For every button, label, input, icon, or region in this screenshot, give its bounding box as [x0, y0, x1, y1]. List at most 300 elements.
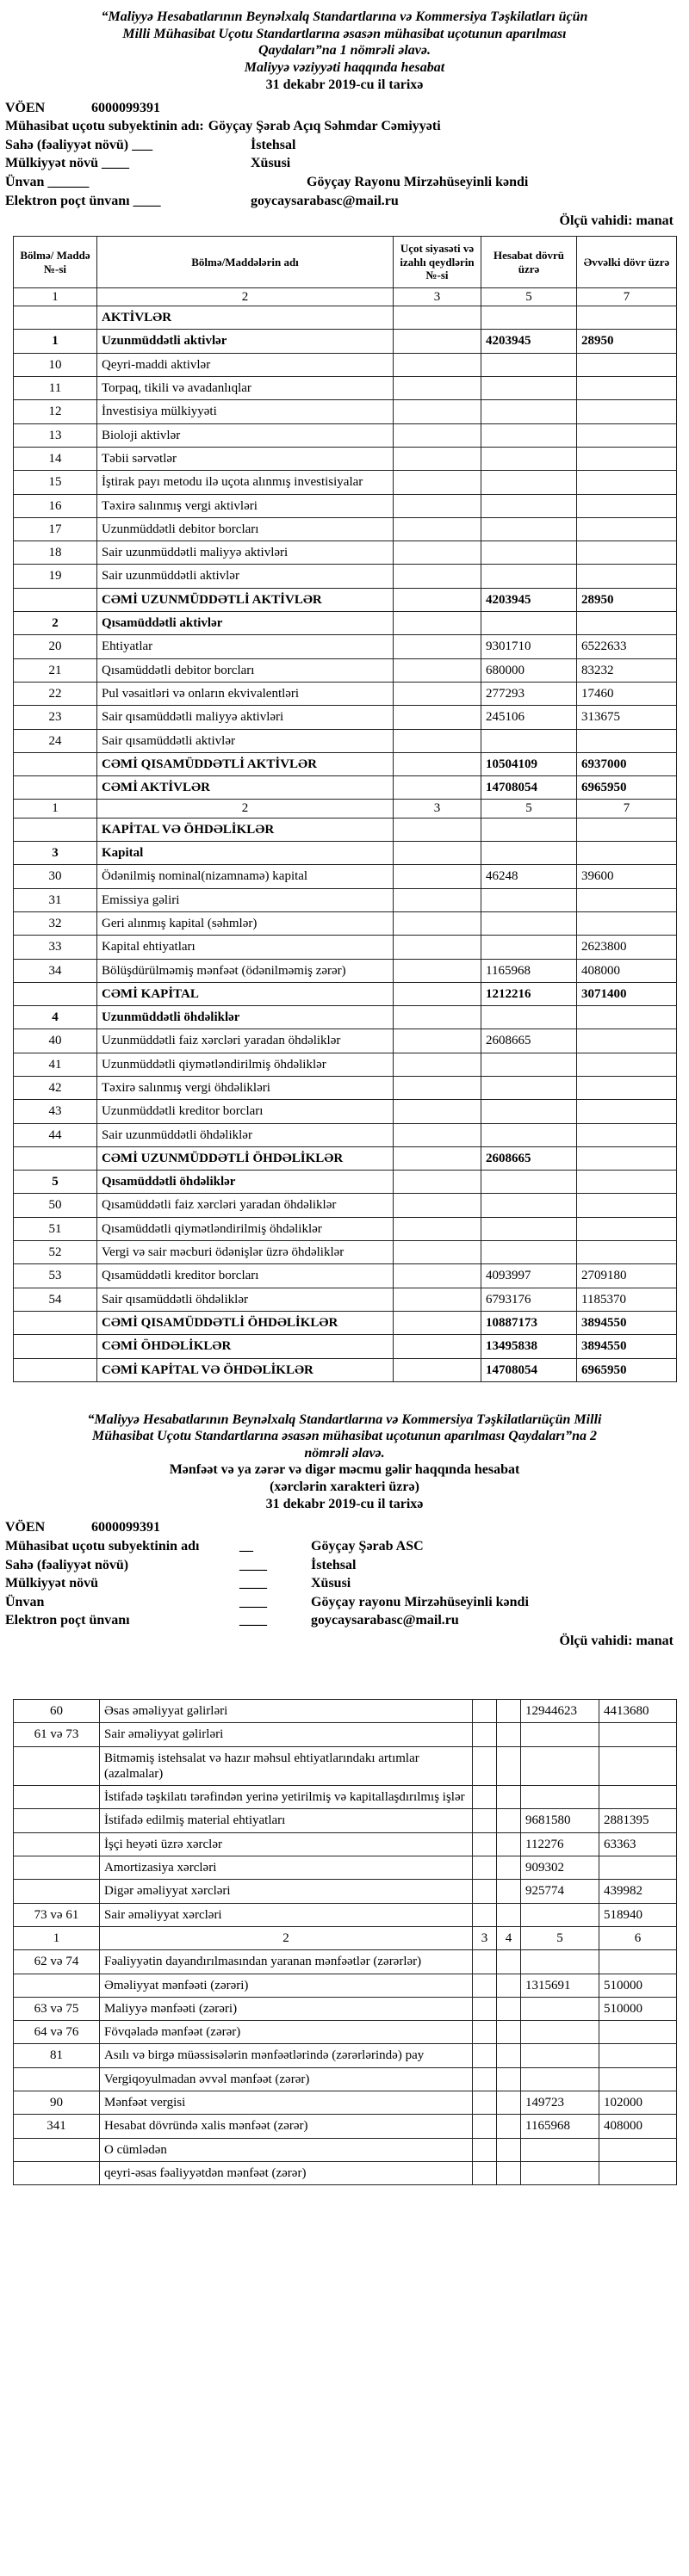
table-row	[14, 729, 677, 752]
code-cell: 73 və 61	[14, 1903, 100, 1926]
label-cell: Ehtiyatlar	[97, 635, 394, 658]
value-cell	[481, 517, 577, 541]
code-cell: 11	[14, 377, 97, 400]
table-header	[14, 237, 677, 288]
code-cell: 60	[14, 1699, 100, 1722]
value-cell: 1185370	[577, 1288, 677, 1311]
value-cell	[577, 565, 677, 588]
value-cell	[521, 2021, 599, 2044]
value-cell	[577, 447, 677, 470]
code-cell: 32	[14, 911, 97, 935]
value-cell	[481, 447, 577, 470]
value-cell: 7	[577, 800, 677, 818]
value-cell: 245106	[481, 706, 577, 729]
value-cell	[481, 888, 577, 911]
label-cell: Ödənilmiş nominal(nizamnamə) kapital	[97, 865, 394, 888]
value-cell	[473, 1699, 497, 1722]
value-cell	[497, 2091, 521, 2115]
value-cell	[577, 306, 677, 330]
value-cell	[394, 682, 481, 705]
value-cell	[481, 818, 577, 841]
value-cell	[577, 377, 677, 400]
value-cell	[394, 936, 481, 959]
value-cell	[577, 471, 677, 494]
code-cell: 19	[14, 565, 97, 588]
table-row	[14, 1006, 677, 1029]
value-cell: 2709180	[577, 1264, 677, 1288]
value-cell	[599, 2044, 677, 2067]
value-cell	[394, 494, 481, 517]
value-cell	[481, 1194, 577, 1217]
label-cell: Uzunmüddətli debitor borcları	[97, 517, 394, 541]
table-row	[14, 1746, 677, 1786]
value-cell	[577, 494, 677, 517]
value-cell: 6965950	[577, 776, 677, 800]
value-cell	[394, 752, 481, 775]
value-cell	[577, 541, 677, 565]
code-cell	[14, 1880, 100, 1903]
value-cell	[394, 447, 481, 470]
table-row	[14, 1053, 677, 1076]
table-row	[14, 377, 677, 400]
code-cell: 18	[14, 541, 97, 565]
table-body	[14, 287, 677, 1381]
value-cell	[394, 1217, 481, 1240]
income-statement-table	[13, 1699, 677, 2185]
value-cell	[497, 1950, 521, 1974]
info-separator: ____	[239, 1557, 267, 1572]
value-cell: 13495838	[481, 1335, 577, 1358]
value-cell: 6793176	[481, 1288, 577, 1311]
value-cell: 28950	[577, 588, 677, 611]
value-cell	[394, 1146, 481, 1170]
label-cell: Kapital	[97, 842, 394, 865]
value-cell	[481, 729, 577, 752]
label-cell: İstifadə təşkilatı tərəfindən yerinə yetirilmiş və kapitallaşdırılmış işlər	[100, 1786, 473, 1809]
info-separator: ____	[239, 1613, 267, 1628]
table-row	[14, 800, 677, 818]
value-cell: 408000	[577, 959, 677, 982]
col-header-code: Bölmə/ Maddə №-si	[14, 237, 97, 288]
value-cell	[577, 729, 677, 752]
table-row	[14, 1076, 677, 1099]
info-label: Mühasibat uçotu subyektinin adı:	[5, 119, 204, 134]
value-cell	[521, 1786, 599, 1809]
value-cell	[577, 1171, 677, 1194]
entity-info-block	[5, 99, 689, 211]
value-cell	[481, 612, 577, 635]
value-cell	[497, 1832, 521, 1856]
table-row	[14, 2138, 677, 2161]
value-cell	[394, 635, 481, 658]
code-cell: 44	[14, 1123, 97, 1146]
value-cell	[394, 353, 481, 376]
code-cell: 1	[14, 1926, 100, 1949]
table-row	[14, 842, 677, 865]
value-cell	[481, 936, 577, 959]
value-cell	[481, 423, 577, 447]
value-cell	[481, 842, 577, 865]
value-cell	[394, 330, 481, 353]
value-cell	[599, 2067, 677, 2091]
value-cell	[394, 423, 481, 447]
table-row	[14, 423, 677, 447]
info-line	[5, 117, 689, 136]
table-row	[14, 1997, 677, 2020]
table-row	[14, 911, 677, 935]
value-cell	[497, 1746, 521, 1786]
label-cell: Sair uzunmüddətli maliyyə aktivləri	[97, 541, 394, 565]
value-cell	[481, 565, 577, 588]
label-cell: Əməliyyat mənfəəti (zərəri)	[100, 1974, 473, 1997]
value-cell: 3	[473, 1926, 497, 1949]
label-cell: Kapital ehtiyatları	[97, 936, 394, 959]
report-subtitle: (xərclərin xarakteri üzrə)	[270, 1480, 419, 1495]
value-cell	[577, 818, 677, 841]
info-value: İstehsal	[311, 1557, 357, 1572]
value-cell	[394, 1288, 481, 1311]
table-row	[14, 306, 677, 330]
value-cell	[599, 2021, 677, 2044]
table-body	[14, 1699, 677, 2184]
value-cell	[473, 1997, 497, 2020]
table-row	[14, 1974, 677, 1997]
value-cell	[473, 1856, 497, 1880]
code-cell	[14, 2067, 100, 2091]
table-row	[14, 682, 677, 705]
code-cell: 50	[14, 1194, 97, 1217]
table-row	[14, 612, 677, 635]
value-cell	[481, 1076, 577, 1099]
code-cell: 53	[14, 1264, 97, 1288]
label-cell: KAPİTAL VƏ ÖHDƏLİKLƏR	[97, 818, 394, 841]
label-cell: Qısamüddətli faiz xərcləri yaradan öhdəliklər	[97, 1194, 394, 1217]
code-cell: 40	[14, 1029, 97, 1053]
info-value: Xüsusi	[251, 156, 291, 171]
code-cell	[14, 982, 97, 1005]
annex-note: “Maliyyə Hesabatlarının Beynəlxalq Standartlarına və Kommersiya Təşkilatlarıüçün Milli Mühasibat Uçotu Standartlarına əsasən mühasibat uçotunun aparılması Qaydaları”na 2 nömrəli əlavə.	[87, 1412, 602, 1461]
table-header-row	[14, 237, 677, 288]
value-cell: 680000	[481, 658, 577, 682]
value-cell	[497, 2021, 521, 2044]
value-cell: 5	[481, 800, 577, 818]
code-cell	[14, 1335, 97, 1358]
label-cell: CƏMİ QISAMÜDDƏTLİ ÖHDƏLİKLƏR	[97, 1311, 394, 1334]
value-cell	[577, 1217, 677, 1240]
value-cell: 17460	[577, 682, 677, 705]
info-label: Ünvan ______	[5, 174, 90, 189]
table-row	[14, 447, 677, 470]
label-cell: Bölüşdürülməmiş mənfəət (ödənilməmiş zərər)	[97, 959, 394, 982]
value-cell: 9301710	[481, 635, 577, 658]
code-cell: 52	[14, 1241, 97, 1264]
info-line	[5, 1537, 689, 1556]
col-header-current: Hesabat dövrü üzrə	[481, 237, 577, 288]
label-cell: O cümlədən	[100, 2138, 473, 2161]
report-date: 31 dekabr 2019-cu il tarixə	[265, 1497, 424, 1512]
table-row	[14, 1926, 677, 1949]
table-row	[14, 818, 677, 841]
value-cell	[577, 1029, 677, 1053]
value-cell	[394, 1006, 481, 1029]
value-cell	[473, 1832, 497, 1856]
value-cell	[577, 1241, 677, 1264]
label-cell: Uzunmüddətli faiz xərcləri yaradan öhdəliklər	[97, 1029, 394, 1053]
value-cell	[577, 1053, 677, 1076]
unit-label: Ölçü vahidi: manat	[559, 213, 673, 229]
value-cell	[473, 1746, 497, 1786]
value-cell: 149723	[521, 2091, 599, 2115]
value-cell	[577, 353, 677, 376]
value-cell	[394, 1194, 481, 1217]
label-cell: Sair qısamüddətli aktivlər	[97, 729, 394, 752]
value-cell	[497, 1903, 521, 1926]
value-cell	[481, 1241, 577, 1264]
value-cell: 313675	[577, 706, 677, 729]
balance-sheet-table	[13, 236, 677, 1382]
value-cell	[577, 517, 677, 541]
label-cell: CƏMİ KAPİTAL VƏ ÖHDƏLİKLƏR	[97, 1358, 394, 1381]
value-cell	[473, 2161, 497, 2184]
code-cell: 61 və 73	[14, 1723, 100, 1746]
value-cell: 2881395	[599, 1809, 677, 1832]
info-value: Göyçay Şərab Açıq Səhmdar Cəmiyyəti	[208, 119, 441, 134]
label-cell: Qısamüddətli qiymətləndirilmiş öhdəliklər	[97, 1217, 394, 1240]
value-cell	[473, 1974, 497, 1997]
value-cell	[481, 911, 577, 935]
value-cell	[577, 400, 677, 423]
code-cell	[14, 1746, 100, 1786]
label-cell: Vergi və sair məcburi ödənişlər üzrə öhdəliklər	[97, 1241, 394, 1264]
label-cell: AKTİVLƏR	[97, 306, 394, 330]
code-cell: 33	[14, 936, 97, 959]
value-cell	[394, 658, 481, 682]
label-cell: 2	[97, 800, 394, 818]
label-cell: CƏMİ KAPİTAL	[97, 982, 394, 1005]
table-row	[14, 1950, 677, 1974]
info-value: Göyçay rayonu Mirzəhüseyinli kəndi	[311, 1594, 529, 1609]
value-cell	[481, 353, 577, 376]
table-row	[14, 959, 677, 982]
table-row	[14, 1171, 677, 1194]
value-cell	[473, 2115, 497, 2138]
info-value: 6000099391	[91, 100, 160, 115]
label-cell: CƏMİ QISAMÜDDƏTLİ AKTİVLƏR	[97, 752, 394, 775]
label-cell: 2	[100, 1926, 473, 1949]
info-line	[5, 192, 689, 211]
info-value: goycaysarabasc@mail.ru	[311, 1613, 459, 1628]
value-cell	[497, 1699, 521, 1722]
code-cell: 81	[14, 2044, 100, 2067]
code-cell	[14, 2161, 100, 2184]
table-row	[14, 588, 677, 611]
info-label: Sahə (fəaliyyət növü)	[5, 1557, 129, 1572]
value-cell: 10504109	[481, 752, 577, 775]
value-cell	[394, 776, 481, 800]
table-row	[14, 658, 677, 682]
value-cell	[473, 2044, 497, 2067]
value-cell	[599, 2161, 677, 2184]
value-cell	[497, 2115, 521, 2138]
value-cell	[473, 1723, 497, 1746]
value-cell	[497, 1856, 521, 1880]
label-cell: CƏMİ ÖHDƏLİKLƏR	[97, 1335, 394, 1358]
label-cell: İştirak payı metodu ilə uçota alınmış investisiyalar	[97, 471, 394, 494]
code-cell: 341	[14, 2115, 100, 2138]
label-cell: İşçi heyəti üzrə xərclər	[100, 1832, 473, 1856]
label-cell: Bitməmiş istehsalat və hazır məhsul ehtiyatlarındakı artımlar (azalmalar)	[100, 1746, 473, 1786]
label-cell: Sair uzunmüddətli öhdəliklər	[97, 1123, 394, 1146]
table-row	[14, 1029, 677, 1053]
value-cell	[473, 1880, 497, 1903]
code-cell	[14, 818, 97, 841]
value-cell	[481, 1171, 577, 1194]
value-cell	[577, 1146, 677, 1170]
info-label: Elektron poçt ünvanı	[5, 1613, 130, 1628]
code-cell: 20	[14, 635, 97, 658]
label-cell: qeyri-əsas fəaliyyətdən mənfəət (zərər)	[100, 2161, 473, 2184]
value-cell	[394, 982, 481, 1005]
info-label: Elektron poçt ünvanı ____	[5, 193, 161, 208]
code-cell: 17	[14, 517, 97, 541]
label-cell: Təxirə salınmış vergi öhdəlikləri	[97, 1076, 394, 1099]
value-cell	[394, 1171, 481, 1194]
table-row	[14, 1335, 677, 1358]
code-cell: 14	[14, 447, 97, 470]
code-cell	[14, 1856, 100, 1880]
value-cell: 4413680	[599, 1699, 677, 1722]
code-cell: 30	[14, 865, 97, 888]
value-cell	[473, 2091, 497, 2115]
table-row	[14, 541, 677, 565]
value-cell	[481, 1100, 577, 1123]
value-cell: 510000	[599, 1997, 677, 2020]
value-cell: 6522633	[577, 635, 677, 658]
label-cell: Sair uzunmüddətli aktivlər	[97, 565, 394, 588]
value-cell	[577, 612, 677, 635]
code-cell: 62 və 74	[14, 1950, 100, 1974]
value-cell	[521, 2067, 599, 2091]
value-cell	[394, 1335, 481, 1358]
code-cell	[14, 1974, 100, 1997]
value-cell	[577, 911, 677, 935]
value-cell	[473, 1950, 497, 1974]
value-cell	[481, 1123, 577, 1146]
value-cell	[497, 1723, 521, 1746]
value-cell: 14708054	[481, 776, 577, 800]
code-cell	[14, 306, 97, 330]
value-cell: 925774	[521, 1880, 599, 1903]
value-cell	[394, 1358, 481, 1381]
code-cell	[14, 1786, 100, 1809]
label-cell: İnvestisiya mülkiyyəti	[97, 400, 394, 423]
info-value: Xüsusi	[311, 1576, 351, 1591]
label-cell: Hesabat dövründə xalis mənfəət (zərər)	[100, 2115, 473, 2138]
info-line	[5, 173, 689, 192]
value-cell	[577, 1123, 677, 1146]
table-row	[14, 2115, 677, 2138]
code-cell: 16	[14, 494, 97, 517]
value-cell	[481, 1053, 577, 1076]
code-cell: 1	[14, 800, 97, 818]
code-cell	[14, 752, 97, 775]
value-cell	[394, 842, 481, 865]
value-cell	[599, 1746, 677, 1786]
value-cell: 2608665	[481, 1146, 577, 1170]
value-cell	[521, 1903, 599, 1926]
table-row	[14, 1809, 677, 1832]
label-cell: Qısamüddətli debitor borcları	[97, 658, 394, 682]
table-row	[14, 330, 677, 353]
table-row	[14, 2091, 677, 2115]
value-cell	[394, 729, 481, 752]
value-cell	[599, 1856, 677, 1880]
table-row	[14, 1880, 677, 1903]
value-cell: 14708054	[481, 1358, 577, 1381]
table-row	[14, 1856, 677, 1880]
value-cell	[521, 1997, 599, 2020]
value-cell	[577, 1076, 677, 1099]
value-cell	[394, 818, 481, 841]
report-title: Maliyyə vəziyyəti haqqında hesabat	[244, 59, 445, 75]
value-cell: 4203945	[481, 330, 577, 353]
label-cell: Amortizasiya xərcləri	[100, 1856, 473, 1880]
value-cell	[394, 612, 481, 635]
value-cell	[599, 1950, 677, 1974]
value-cell	[394, 1053, 481, 1076]
table-row	[14, 2044, 677, 2067]
value-cell	[521, 2044, 599, 2067]
value-cell	[394, 588, 481, 611]
value-cell	[521, 1950, 599, 1974]
table-row	[14, 2161, 677, 2184]
label-cell: Fövqəladə mənfəət (zərər)	[100, 2021, 473, 2044]
label-cell: Uzunmüddətli qiymətləndirilmiş öhdəliklər	[97, 1053, 394, 1076]
code-cell: 41	[14, 1053, 97, 1076]
value-cell	[497, 1880, 521, 1903]
code-cell: 4	[14, 1006, 97, 1029]
value-cell: 1165968	[481, 959, 577, 982]
table-row	[14, 1217, 677, 1240]
value-cell: 408000	[599, 2115, 677, 2138]
value-cell	[394, 1123, 481, 1146]
label-cell: Fəaliyyətin dayandırılmasından yaranan mənfəətlər (zərərlər)	[100, 1950, 473, 1974]
label-cell: Emissiya gəliri	[97, 888, 394, 911]
value-cell: 5	[481, 287, 577, 306]
label-cell: Geri alınmış kapital (səhmlər)	[97, 911, 394, 935]
value-cell: 83232	[577, 658, 677, 682]
value-cell: 3	[394, 287, 481, 306]
value-cell	[481, 377, 577, 400]
value-cell	[473, 2021, 497, 2044]
value-cell: 277293	[481, 682, 577, 705]
value-cell	[394, 1076, 481, 1099]
code-cell: 43	[14, 1100, 97, 1123]
label-cell: Qeyri-maddi aktivlər	[97, 353, 394, 376]
info-value: Göyçay Şərab ASC	[311, 1538, 424, 1554]
code-cell	[14, 1146, 97, 1170]
table-row	[14, 1264, 677, 1288]
value-cell: 2623800	[577, 936, 677, 959]
value-cell	[394, 541, 481, 565]
info-value: goycaysarabasc@mail.ru	[251, 193, 399, 208]
info-label: Sahə (fəaliyyət növü) ___	[5, 137, 153, 152]
table-row	[14, 752, 677, 775]
label-cell: Uzunmüddətli öhdəliklər	[97, 1006, 394, 1029]
table-row	[14, 287, 677, 306]
code-cell: 5	[14, 1171, 97, 1194]
table-row	[14, 776, 677, 800]
